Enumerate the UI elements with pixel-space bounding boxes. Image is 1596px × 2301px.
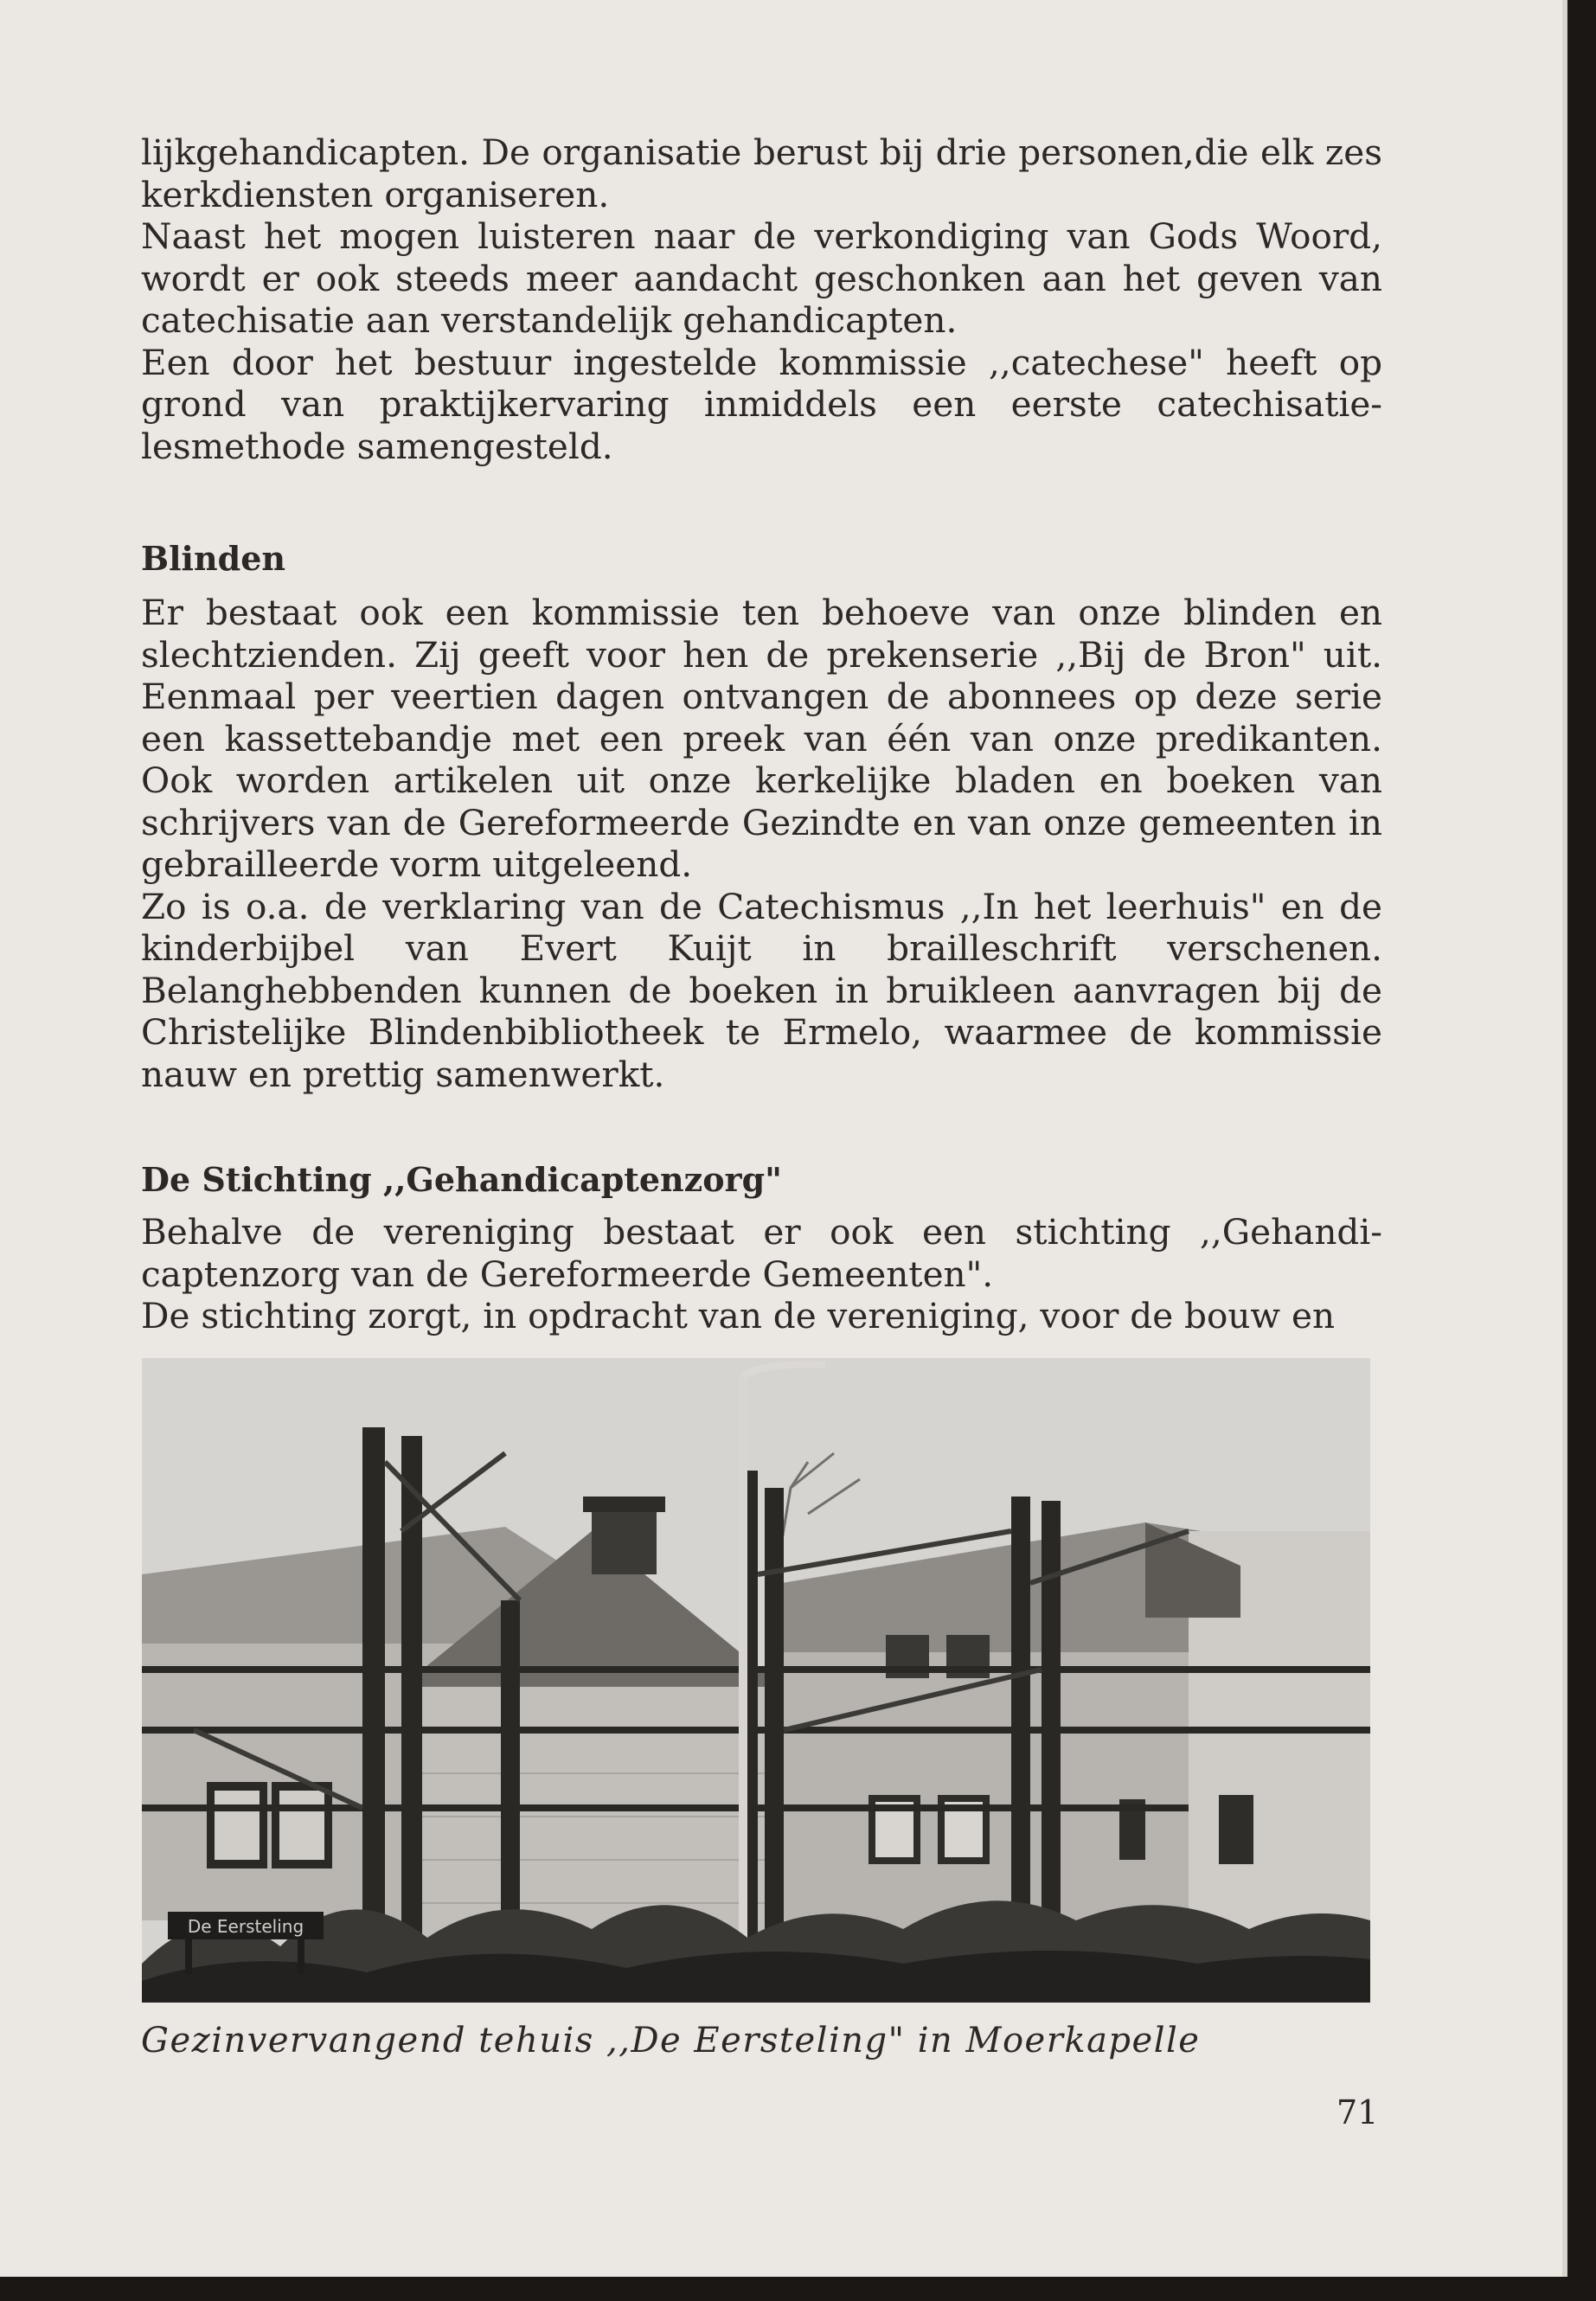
building-photo-illustration (142, 1358, 1370, 2003)
blinden-heading: Blinden (141, 539, 285, 578)
stichting-section (141, 1211, 1382, 1337)
building-photo (142, 1358, 1370, 2003)
intro-paragraph-1: lijkgehandicapten. De organisatie berust bij drie personen,die elk zes kerkdiensten organiseren. (141, 131, 1382, 215)
stichting-paragraph-1: Behalve de vereniging bestaat er ook een stichting ,,Gehandi-captenzorg van de Gereformeerde Gemeenten". (141, 1211, 1382, 1295)
blinden-paragraph-1: Er bestaat ook een kommissie ten behoeve van onze blinden en slechtzienden. Zij geeft voor hen de prekenserie ,,Bij de Bron" uit. Eenmaal per veertien dagen ontvangen de abonnees op deze serie een kassettebandje met een preek van één van onze predikanten. Ook worden artikelen uit onze kerkelijke bladen en boeken van schrijvers van de Gereformeerde Gezindte en van onze gemeenten in gebrailleerde vorm uitgeleend. (141, 592, 1382, 885)
blinden-paragraph-2: Zo is o.a. de verklaring van de Catechismus ,,In het leerhuis" en de kinderbijbel van Evert Kuijt in brailleschrift verschenen. Belanghebbenden kunnen de boeken in bruikleen aanvragen bij de Christelijke Blindenbibliotheek te Ermelo, waarmee de kommissie nauw en prettig samenwerkt. (141, 885, 1382, 1095)
photo-caption: Gezinvervangend tehuis ,,De Eersteling" in Moerkapelle (141, 2021, 1201, 2061)
intro-section (141, 131, 1382, 467)
stichting-paragraph-2: De stichting zorgt, in opdracht van de vereniging, voor de bouw en (141, 1295, 1336, 1336)
photo-sign-text: De Eersteling (187, 1916, 304, 1937)
intro-paragraph-2: Naast het mogen luisteren naar de verkondiging van Gods Woord, wordt er ook steeds meer aandacht geschonken aan het geven van catechisatie aan verstandelijk gehandicapten. (141, 215, 1382, 341)
stichting-heading: De Stichting ,,Gehandicaptenzorg" (141, 1160, 782, 1199)
page-number: 71 (1336, 2093, 1379, 2131)
intro-paragraph-3: Een door het bestuur ingestelde kommissie ,,catechese" heeft op grond van praktijkervaring inmiddels een eerste catechisatie-lesmethode samengesteld. (141, 341, 1382, 467)
blinden-section (141, 592, 1382, 1095)
